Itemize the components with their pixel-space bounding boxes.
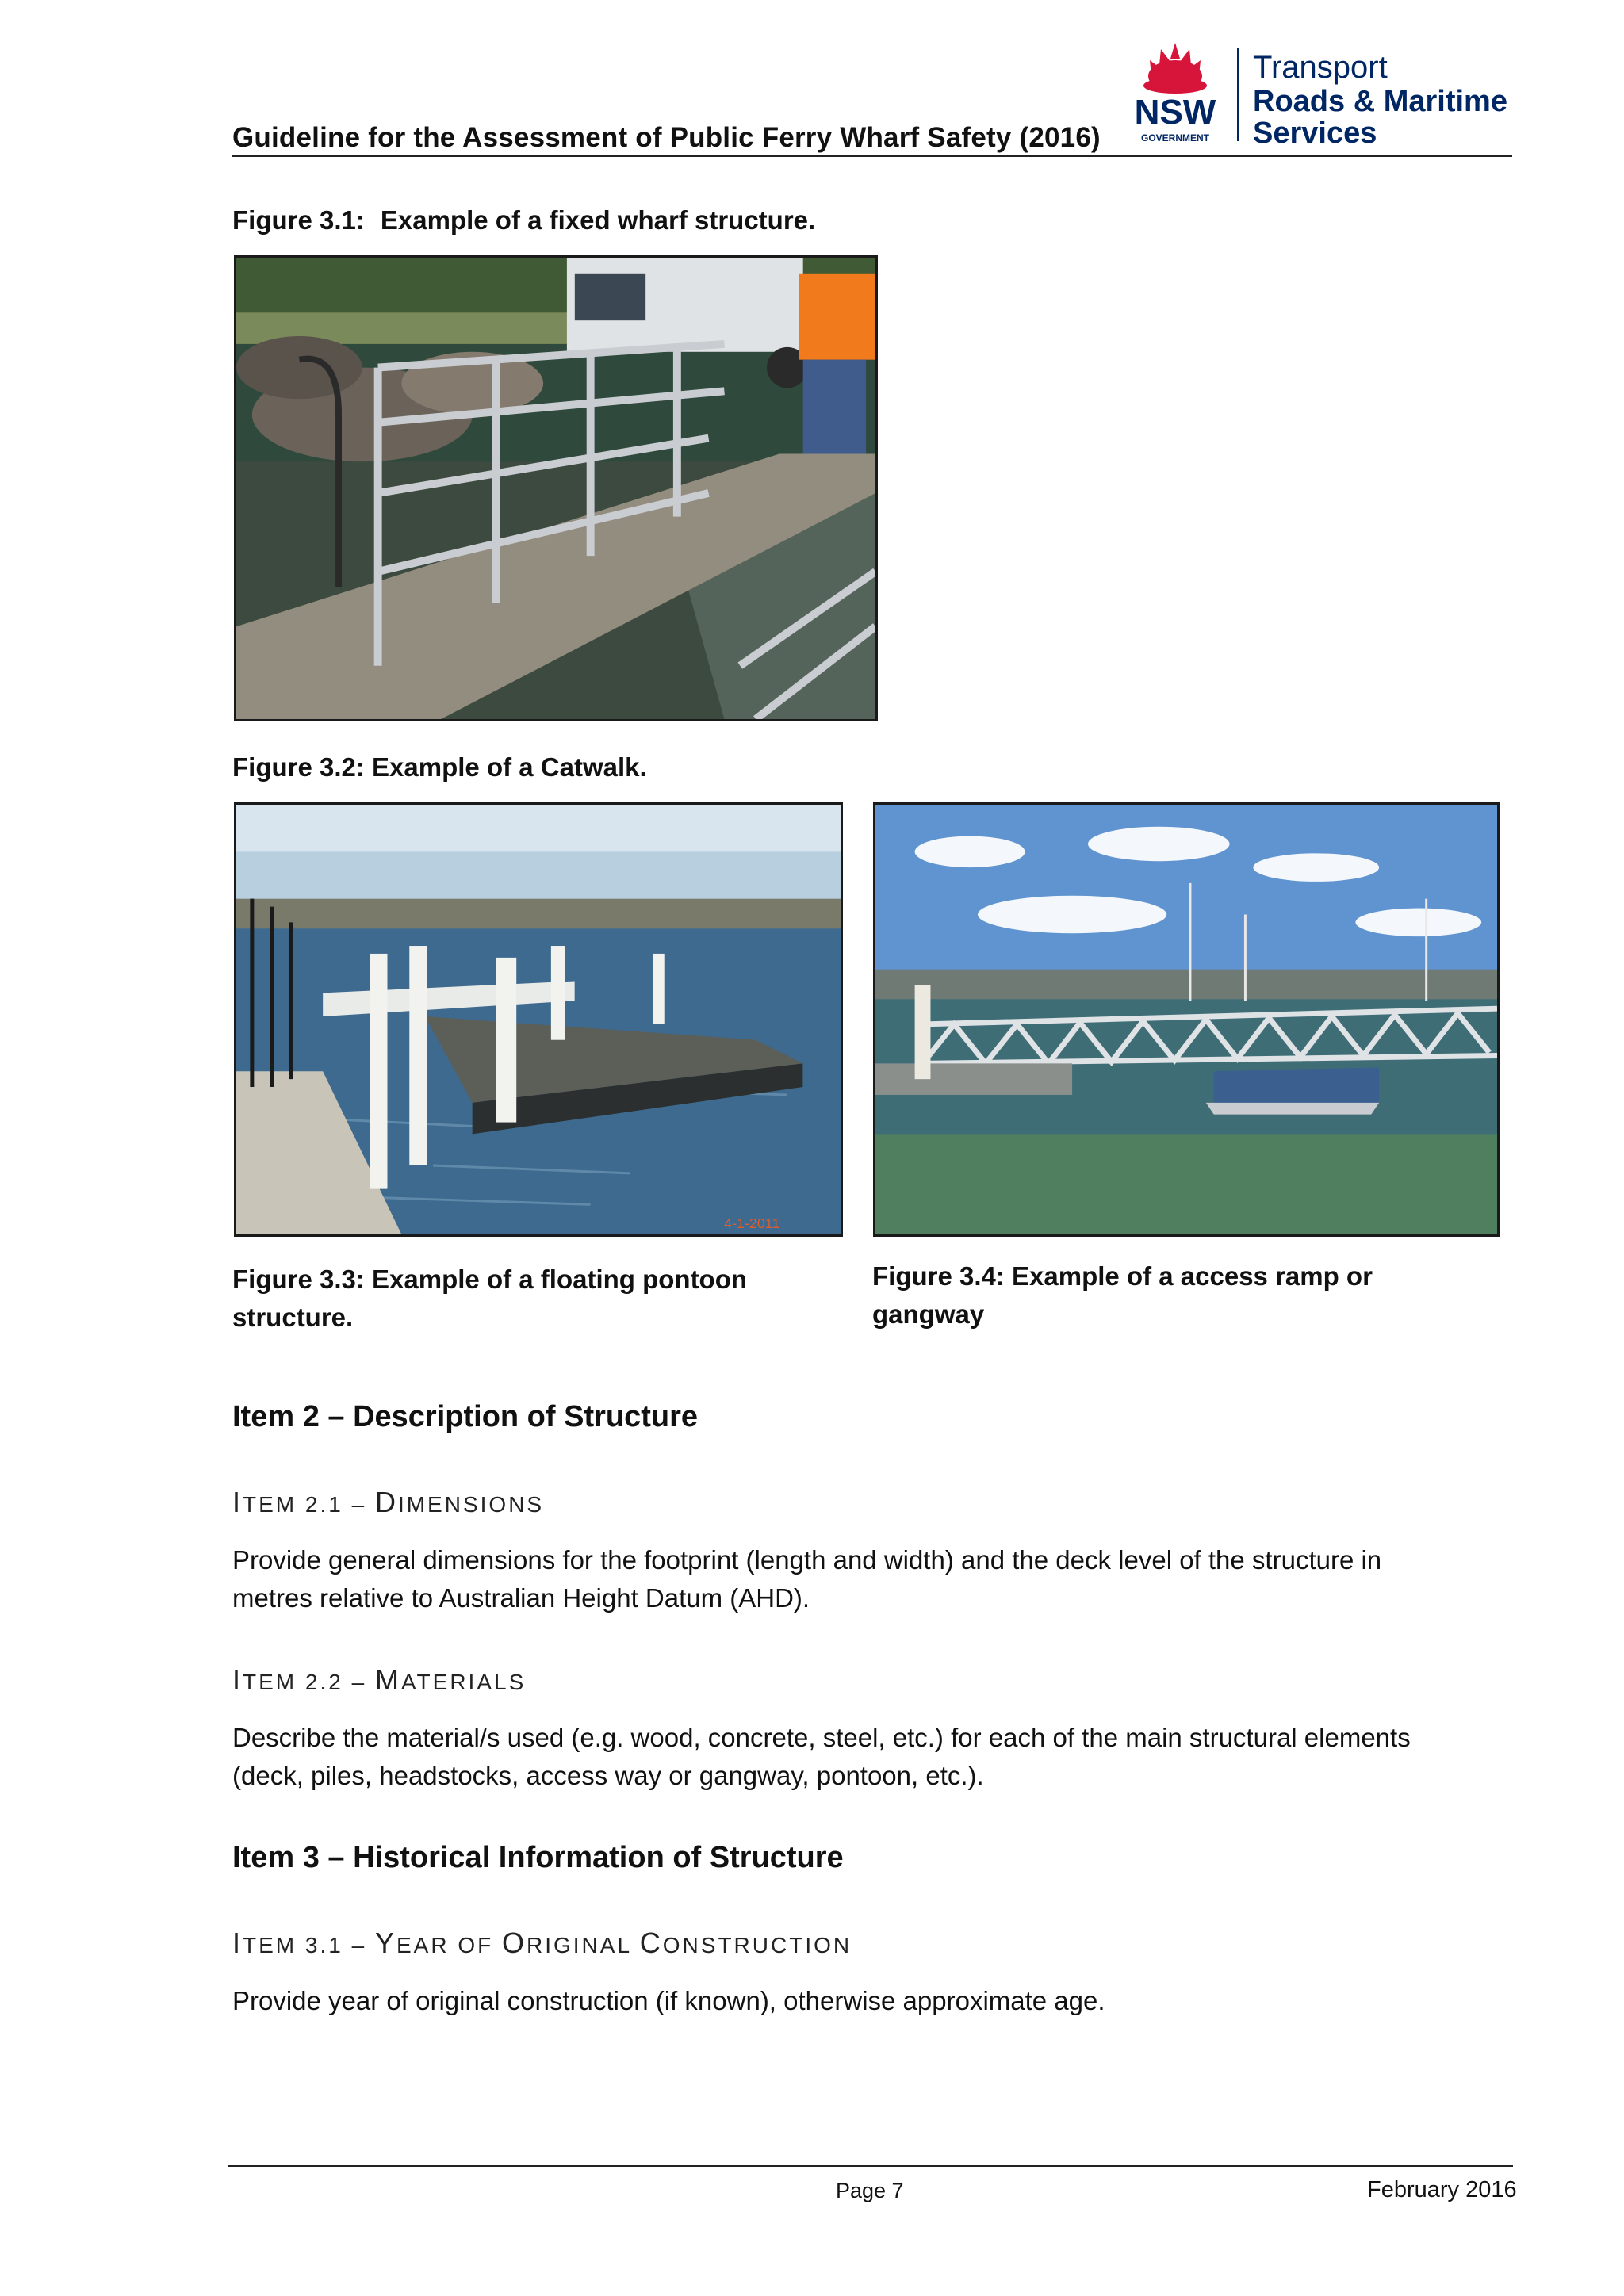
figure-3-1-caption bbox=[232, 201, 815, 239]
figure-3-4-caption-line2: gangway bbox=[872, 1299, 985, 1329]
government-wordmark: GOVERNMENT bbox=[1140, 132, 1210, 144]
footer-date: February 2016 bbox=[1367, 2177, 1517, 2202]
photo-date-stamp: 4-1-2011 bbox=[724, 1215, 780, 1232]
figure-3-3-caption-line1: Figure 3.3: Example of a floating pontoon bbox=[232, 1265, 748, 1294]
figure-3-3-caption-line2: structure. bbox=[232, 1303, 354, 1332]
figure-3-3-photo bbox=[234, 802, 843, 1237]
logo-transport: Transport bbox=[1253, 50, 1388, 85]
logo-services: Services bbox=[1253, 117, 1377, 150]
waratah-icon bbox=[1143, 43, 1207, 94]
figure-3-2-caption: Figure 3.2: Example of a Catwalk. bbox=[232, 752, 647, 782]
footer-divider bbox=[228, 2165, 1513, 2167]
figure-3-3-caption bbox=[232, 1261, 851, 1337]
nsw-transport-logo bbox=[1126, 36, 1515, 152]
document-title: Guideline for the Assessment of Public Ferry Wharf Safety (2016) bbox=[232, 122, 1101, 153]
logo-roads-maritime: Roads & Maritime bbox=[1253, 85, 1507, 118]
item-3-1-paragraph: Provide year of original construction (if known), otherwise approximate age. bbox=[232, 1986, 1105, 2015]
item-2-2-heading: ITEM 2.2 – MATERIALS bbox=[232, 1663, 527, 1696]
figure-3-1-label: Figure 3.1: bbox=[232, 205, 365, 235]
figure-3-1-text: Example of a fixed wharf structure. bbox=[380, 205, 816, 235]
figure-3-4-caption bbox=[872, 1257, 1507, 1334]
item-2-heading: Item 2 – Description of Structure bbox=[232, 1400, 699, 1433]
page-number: Page 7 bbox=[836, 2179, 904, 2202]
item-2-1-heading: ITEM 2.1 – DIMENSIONS bbox=[232, 1486, 545, 1518]
figure-3-4-photo bbox=[873, 802, 1500, 1237]
figure-3-1-photo bbox=[234, 255, 878, 721]
item-3-1-heading: ITEM 3.1 – YEAR OF ORIGINAL CONSTRUCTION bbox=[232, 1927, 852, 1959]
item-3-heading: Item 3 – Historical Information of Structure bbox=[232, 1841, 844, 1874]
item-2-1-paragraph: Provide general dimensions for the footprint (length and width) and the deck level of the structure in metres relative to Australian Height Datum (AHD). bbox=[232, 1545, 1382, 1613]
header-divider bbox=[232, 155, 1512, 157]
figure-3-4-caption-line1: Figure 3.4: Example of a access ramp or bbox=[872, 1261, 1373, 1291]
nsw-wordmark: NSW bbox=[1134, 93, 1216, 132]
item-2-2-paragraph: Describe the material/s used (e.g. wood, concrete, steel, etc.) for each of the main structural elements (deck, piles, headstocks, access way or gangway, pontoon, etc.). bbox=[232, 1723, 1411, 1790]
